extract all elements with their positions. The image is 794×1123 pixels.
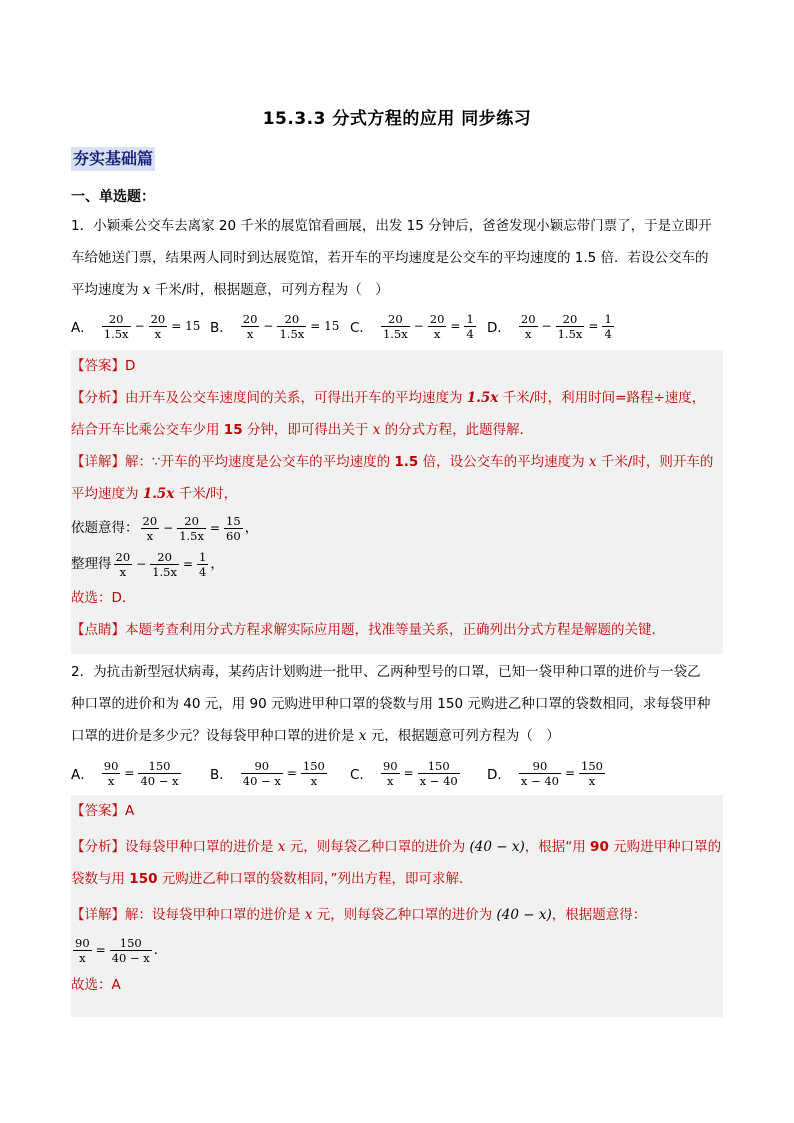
fraction: $\frac{20}{1.5x}$ [279, 311, 305, 341]
option-d[interactable]: D． $\frac{90}{x - 40}$ = $\frac{150}{x}$ [487, 758, 603, 788]
fraction: $\frac{20}{x}$ [150, 311, 166, 341]
equation-1: 依题意得： $\frac{20}{x}$ − $\frac{20}{1.5x}$ = $\frac{15}{60}$ ， [71, 513, 259, 543]
equation: $\frac{90}{x}$ = $\frac{150}{40 - x}$ ． [75, 935, 168, 965]
fraction: $\frac{20}{x}$ [520, 311, 536, 341]
question-2-line-3: 口罩的进价是多少元？设每袋甲种口罩的进价是 x 元，根据题意可列方程为（ ） [71, 728, 560, 744]
question-2-line-1: 2．为抗击新型冠状病毒，某药店计划购进一批甲、乙两种型号的口罩，已知一袋甲种口罩的进价与一袋乙 [71, 664, 701, 680]
question-2 [71, 656, 723, 752]
detail-line-1: 【详解】解：∵开车的平均速度是公交车的平均速度的 1.5 倍，设公交车的平均速度为 x 千米/时，则开车的 [71, 454, 714, 470]
choose-line: 故选：D． [71, 590, 136, 606]
choose-line: 故选：A [71, 977, 121, 993]
fraction: $\frac{20}{1.5x}$ [382, 311, 408, 341]
detail-line-1: 【详解】解：设每袋甲种口罩的进价是 x 元，则每袋乙种口罩的进价为 (40 − x)，根据题意得： [71, 907, 647, 923]
question-1-line-3: 平均速度为 x 千米/时，根据题意，可列方程为（ ） [71, 282, 389, 298]
option-c[interactable]: C． $\frac{20}{1.5x}$ − $\frac{20}{x}$ = $\frac{1}{4}$ [350, 311, 474, 341]
analysis-line-2: 结合开车比乘公交车少用 15 分钟，即可得出关于 x 的分式方程，此题得解． [71, 422, 534, 438]
option-c[interactable]: C． $\frac{90}{x}$ = $\frac{150}{x - 40}$ [350, 758, 458, 788]
analysis-line-1: 【分析】设每袋甲种口罩的进价是 x 元，则每袋乙种口罩的进价为 (40 − x)，根据“用 90 元购进甲种口罩的 [71, 839, 722, 855]
answer-line: 【答案】A [71, 803, 135, 819]
option-b[interactable]: B． $\frac{90}{40 - x}$ = $\frac{150}{x}$ [210, 758, 325, 788]
detail-line-2: 平均速度为 1.5x 千米/时， [71, 486, 238, 502]
fraction: $\frac{1}{4}$ [604, 311, 612, 341]
analysis-line-2: 袋数与用 150 元购进乙种口罩的袋数相同，”列出方程，即可求解． [71, 871, 473, 887]
question-1-options [71, 309, 731, 343]
section-heading: 夯实基础篇 [71, 147, 155, 171]
analysis-line-1: 【分析】由开车及公交车速度间的关系，可得出开车的平均速度为 1.5x 千米/时，利用时间=路程÷速度， [71, 390, 706, 406]
question-1-solution [71, 350, 723, 654]
fraction: $\frac{20}{1.5x}$ [103, 311, 129, 341]
comment-line: 【点睛】本题考查利用分式方程求解实际应用题，找准等量关系，正确列出分式方程是解题的关键． [71, 622, 665, 638]
question-1 [71, 210, 723, 306]
question-2-line-2: 种口罩的进价和为 40 元，用 90 元购进甲种口罩的袋数与用 150 元购进乙种口罩的袋数相同，求每袋甲种 [71, 696, 711, 712]
question-1-line-1: 1．小颖乘公交车去离家 20 千米的展览馆看画展，出发 15 分钟后，爸爸发现小颖忘带门票了，于是立即开 [71, 218, 712, 234]
equation-2: 整理得 $\frac{20}{x}$ − $\frac{20}{1.5x}$ = $\frac{1}{4}$ ， [71, 549, 224, 579]
answer-line: 【答案】D [71, 358, 136, 374]
fraction: $\frac{1}{4}$ [466, 311, 474, 341]
fraction: $\frac{20}{x}$ [429, 311, 445, 341]
fraction: $\frac{20}{1.5x}$ [557, 311, 583, 341]
question-2-options [71, 756, 731, 790]
option-a[interactable]: A． $\frac{20}{1.5x}$ − $\frac{20}{x}$ = 15 [71, 311, 201, 341]
option-d[interactable]: D． $\frac{20}{x}$ − $\frac{20}{1.5x}$ = $\frac{1}{4}$ [487, 311, 612, 341]
option-a[interactable]: A． $\frac{90}{x}$ = $\frac{150}{40 - x}$ [71, 758, 179, 788]
page-title: 15.3.3 分式方程的应用 同步练习 [262, 109, 532, 129]
fraction: $\frac{20}{x}$ [242, 311, 258, 341]
part-heading: 一、单选题： [71, 189, 155, 205]
question-2-solution [71, 795, 723, 1017]
option-b[interactable]: B． $\frac{20}{x}$ − $\frac{20}{1.5x}$ = 15 [210, 311, 340, 341]
question-1-line-2: 车给她送门票，结果两人同时到达展览馆，若开车的平均速度是公交车的平均速度的 1.5 倍．若设公交车的 [71, 250, 709, 266]
